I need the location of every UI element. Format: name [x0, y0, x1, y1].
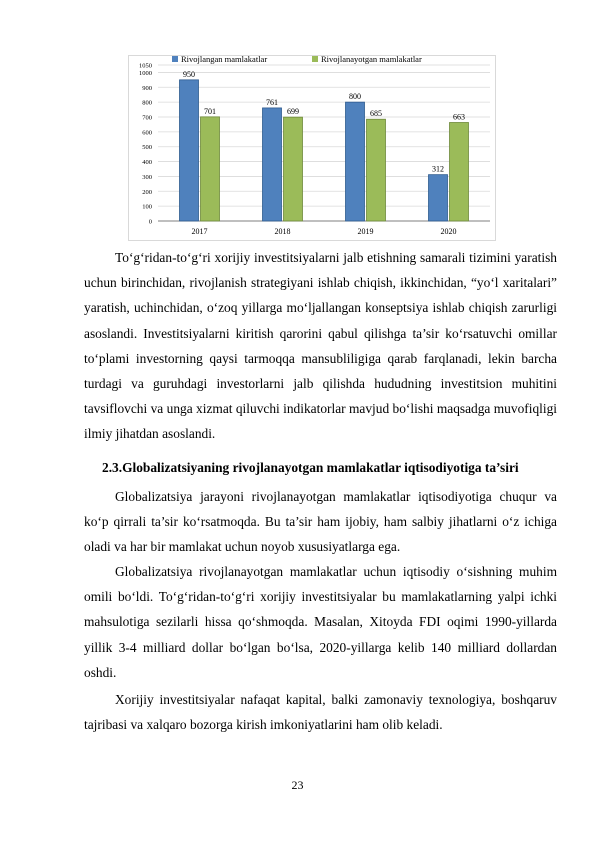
page-number: 23 — [291, 778, 304, 792]
bar — [367, 119, 386, 221]
bar-value-label: 761 — [266, 97, 278, 107]
legend-label: Rivojlangan mamlakatlar — [181, 55, 268, 64]
bar — [180, 80, 199, 221]
bar-value-label: 699 — [287, 107, 299, 117]
legend-swatch — [172, 56, 178, 62]
y-tick-label: 1050 — [139, 62, 152, 70]
y-tick-label: 300 — [142, 173, 152, 181]
bar — [450, 122, 469, 221]
y-tick-label: 600 — [142, 129, 152, 137]
x-tick-label: 2020 — [440, 227, 457, 236]
paragraph-fdi-system: To‘g‘ridan-to‘g‘ri xorijiy investitsiyalarni jalb etishning samarali tizimini yaratish uchun birinchidan, rivojlanish strategiyani ishlab chiqish, ikkinchidan, “yo‘l xaritalari” yaratish, uchinchidan, o‘zoq yillarga mo‘ljallangan konseptsiya ishlab chiqish zarurligi asoslandi. Investitsiyalarni kiritish qarorini qabul qilishga ta’sir ko‘rsatuvchi omillar to‘plami investorning qaysi tarmoqqa mansubliligiga qarab farqlanadi, lekin barcha turdagi va guruhdagi investorlarni jalb qilishda hududning investitsion muhitini tavsiflovchi va unga xizmat qiluvchi indikatorlar mavjud bo‘lishi maqsadga muvofiqligi ilmiy jihatdan asoslandi. — [84, 250, 557, 442]
y-tick-label: 900 — [142, 84, 152, 92]
paragraph-globalization-impact: Globalizatsiya jarayoni rivojlanayotgan mamlakatlar iqtisodiyotiga chuqur va ko‘p qirrali ta’sir ko‘rsatmoqda. Bu ta’sir ham ijobiy, ham salbiy jihatlarni o‘z ichiga oladi va har bir mamlakat uchun noyob xususiyatlarga ega. — [84, 489, 557, 555]
bar-value-label: 701 — [204, 106, 216, 116]
y-tick-label: 400 — [142, 159, 152, 167]
legend-label: Rivojlanayotgan mamlakatlar — [321, 55, 422, 64]
bar-value-label: 685 — [370, 109, 382, 119]
bar-value-label: 312 — [432, 164, 444, 174]
bar-value-label: 663 — [453, 112, 465, 122]
y-tick-label: 100 — [142, 203, 152, 211]
section-heading: 2.3.Globalizatsiyaning rivojlanayotgan mamlakatlar iqtisodiyotiga ta’siri — [102, 460, 519, 475]
paragraph-economic-growth: Globalizatsiya rivojlanayotgan mamlakatlar uchun iqtisodiy o‘sishning muhim omili bo‘ldi. To‘g‘ridan-to‘g‘ri xorijiy investitsiyalar bu mamlakatlarning yalpi ichki mahsulotiga sezilarli hissa qo‘shmoqda. Masalan, Xitoyda FDI oqimi 1990-yillarda yillik 3-4 milliard dollar bo‘lgan bo‘lsa, 2020-yillarga kelib 140 milliard dollardan oshdi. — [84, 564, 557, 680]
bar-chart — [128, 55, 496, 241]
x-tick-label: 2017 — [191, 227, 208, 236]
bar — [263, 108, 282, 221]
paragraph-foreign-investment: Xorijiy investitsiyalar nafaqat kapital, balki zamonaviy texnologiya, boshqaruv tajribasi va xalqaro bozorga kirish imkoniyatlarini ham olib keladi. — [84, 692, 557, 733]
bar — [429, 175, 448, 221]
legend-swatch — [312, 56, 318, 62]
bar-value-label: 950 — [183, 69, 195, 79]
y-tick-label: 700 — [142, 114, 152, 122]
y-tick-label: 1000 — [139, 69, 152, 77]
bar — [201, 117, 220, 221]
y-tick-label: 500 — [142, 144, 152, 152]
x-tick-label: 2019 — [357, 227, 374, 236]
y-tick-label: 0 — [148, 218, 152, 226]
chart-svg — [128, 55, 496, 241]
bar — [284, 117, 303, 221]
x-tick-label: 2018 — [274, 227, 291, 236]
y-tick-label: 800 — [142, 99, 152, 107]
bar-value-label: 800 — [349, 92, 361, 102]
y-tick-label: 200 — [142, 188, 152, 196]
bar — [346, 102, 365, 221]
